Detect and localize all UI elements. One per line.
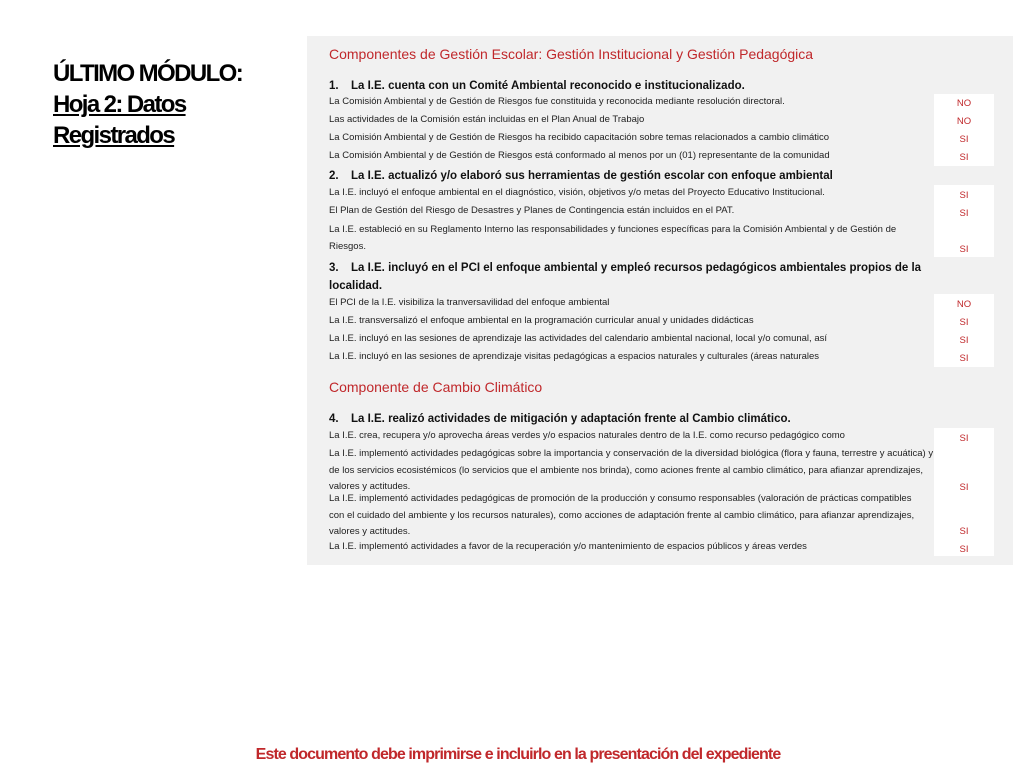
question-number: 1. bbox=[329, 80, 339, 92]
heading-subtitle-line1: Hoja 2: Datos bbox=[53, 91, 186, 118]
question-text: La I.E. incluyó en el PCI el enfoque ambiental y empleó recursos pedagógicos ambientales propios de la localidad. bbox=[329, 262, 922, 292]
question-text: La I.E. realizó actividades de mitigación y adaptación frente al Cambio climático. bbox=[351, 413, 791, 425]
answer-value: SI bbox=[959, 317, 969, 328]
answer-value: NO bbox=[956, 98, 972, 109]
section-title-cambio-climatico: Componente de Cambio Climático bbox=[329, 379, 543, 395]
answer-value: SI bbox=[959, 544, 969, 555]
answer-value: SI bbox=[959, 335, 969, 346]
answer-value: SI bbox=[959, 526, 969, 537]
list-item: La I.E. transversalizó el enfoque ambiental en la programación curricular anual y unidades didácticas bbox=[329, 315, 754, 326]
answer-value: NO bbox=[956, 116, 972, 127]
answer-value: SI bbox=[959, 190, 969, 201]
question-1 bbox=[329, 77, 949, 95]
document-panel bbox=[307, 36, 1013, 565]
list-item: El PCI de la I.E. visibiliza la tranversavilidad del enfoque ambiental bbox=[329, 297, 610, 308]
footer-note: Este documento debe imprimirse e incluirlo en la presentación del expediente bbox=[255, 746, 781, 763]
answer-value: SI bbox=[959, 482, 969, 493]
list-item: La I.E. incluyó en las sesiones de aprendizaje las actividades del calendario ambiental nacional, local y/o comunal, así bbox=[329, 333, 827, 344]
section-title-gestion: Componentes de Gestión Escolar: Gestión Institucional y Gestión Pedagógica bbox=[329, 46, 814, 62]
question-2 bbox=[329, 167, 949, 185]
question-number: 4. bbox=[329, 413, 339, 425]
answer-value: SI bbox=[959, 152, 969, 163]
list-item: La I.E. incluyó el enfoque ambiental en el diagnóstico, visión, objetivos y/o metas del Proyecto Educativo Institucional. bbox=[329, 187, 825, 198]
list-item: La I.E. incluyó en las sesiones de aprendizaje visitas pedagógicas a espacios naturales y culturales (áreas naturales bbox=[329, 351, 820, 362]
list-item: La I.E. implementó actividades a favor de la recuperación y/o mantenimiento de espacios públicos y áreas verdes bbox=[329, 541, 807, 552]
answer-value: SI bbox=[959, 208, 969, 219]
answer-value: SI bbox=[959, 353, 969, 364]
question-number: 3. bbox=[329, 262, 339, 274]
list-item: La I.E. implementó actividades pedagógicas sobre la importancia y conservación de la diversidad biológica (flora y fauna, terrestre y acuática) y de los servicios ecosistémicos (lo servicios que el ambiente nos brinda), como aciones frente al cambio climático, para afianzar aprendizajes, valores y actitudes. bbox=[329, 448, 934, 492]
list-item: La Comisión Ambiental y de Gestión de Riesgos ha recibido capacitación sobre temas relacionados a cambio climático bbox=[329, 132, 830, 143]
list-item: La Comisión Ambiental y de Gestión de Riesgos está conformado al menos por un (01) representante de la comunidad bbox=[329, 150, 830, 161]
answer-value: SI bbox=[959, 433, 969, 444]
heading-subtitle-line2: Registrados bbox=[53, 122, 175, 149]
question-text: La I.E. cuenta con un Comité Ambiental reconocido e institucionalizado. bbox=[351, 80, 745, 92]
list-item: Las actividades de la Comisión están incluidas en el Plan Anual de Trabajo bbox=[329, 114, 645, 125]
list-item: El Plan de Gestión del Riesgo de Desastres y Planes de Contingencia están incluidos en el PAT. bbox=[329, 205, 735, 216]
list-item: La I.E. estableció en su Reglamento Interno las responsabilidades y funciones específicas para la Comisión Ambiental y de Gestión de Riesgos. bbox=[329, 224, 897, 252]
question-number: 2. bbox=[329, 170, 339, 182]
list-item: La I.E. crea, recupera y/o aprovecha áreas verdes y/o espacios naturales dentro de la I.E. como recurso pedagógico como bbox=[329, 430, 845, 441]
answer-value: SI bbox=[959, 134, 969, 145]
list-item: La I.E. implementó actividades pedagógicas de promoción de la producción y consumo responsables (valoración de prácticas compatibles con el cuidado del ambiente y los recursos naturales), como acciones de adaptación frente al cambio climático, para afianzar aprendizajes, valores y actitudes. bbox=[329, 493, 915, 537]
answer-value: SI bbox=[959, 244, 969, 255]
question-4 bbox=[329, 410, 949, 428]
question-3 bbox=[329, 259, 929, 295]
question-text: La I.E. actualizó y/o elaboró sus herramientas de gestión escolar con enfoque ambiental bbox=[351, 170, 833, 182]
answer-value: NO bbox=[956, 299, 972, 310]
page-heading bbox=[53, 58, 293, 151]
heading-title: ÚLTIMO MÓDULO: bbox=[53, 60, 243, 87]
list-item: La Comisión Ambiental y de Gestión de Riesgos fue constituida y reconocida mediante resolución directoral. bbox=[329, 96, 785, 107]
